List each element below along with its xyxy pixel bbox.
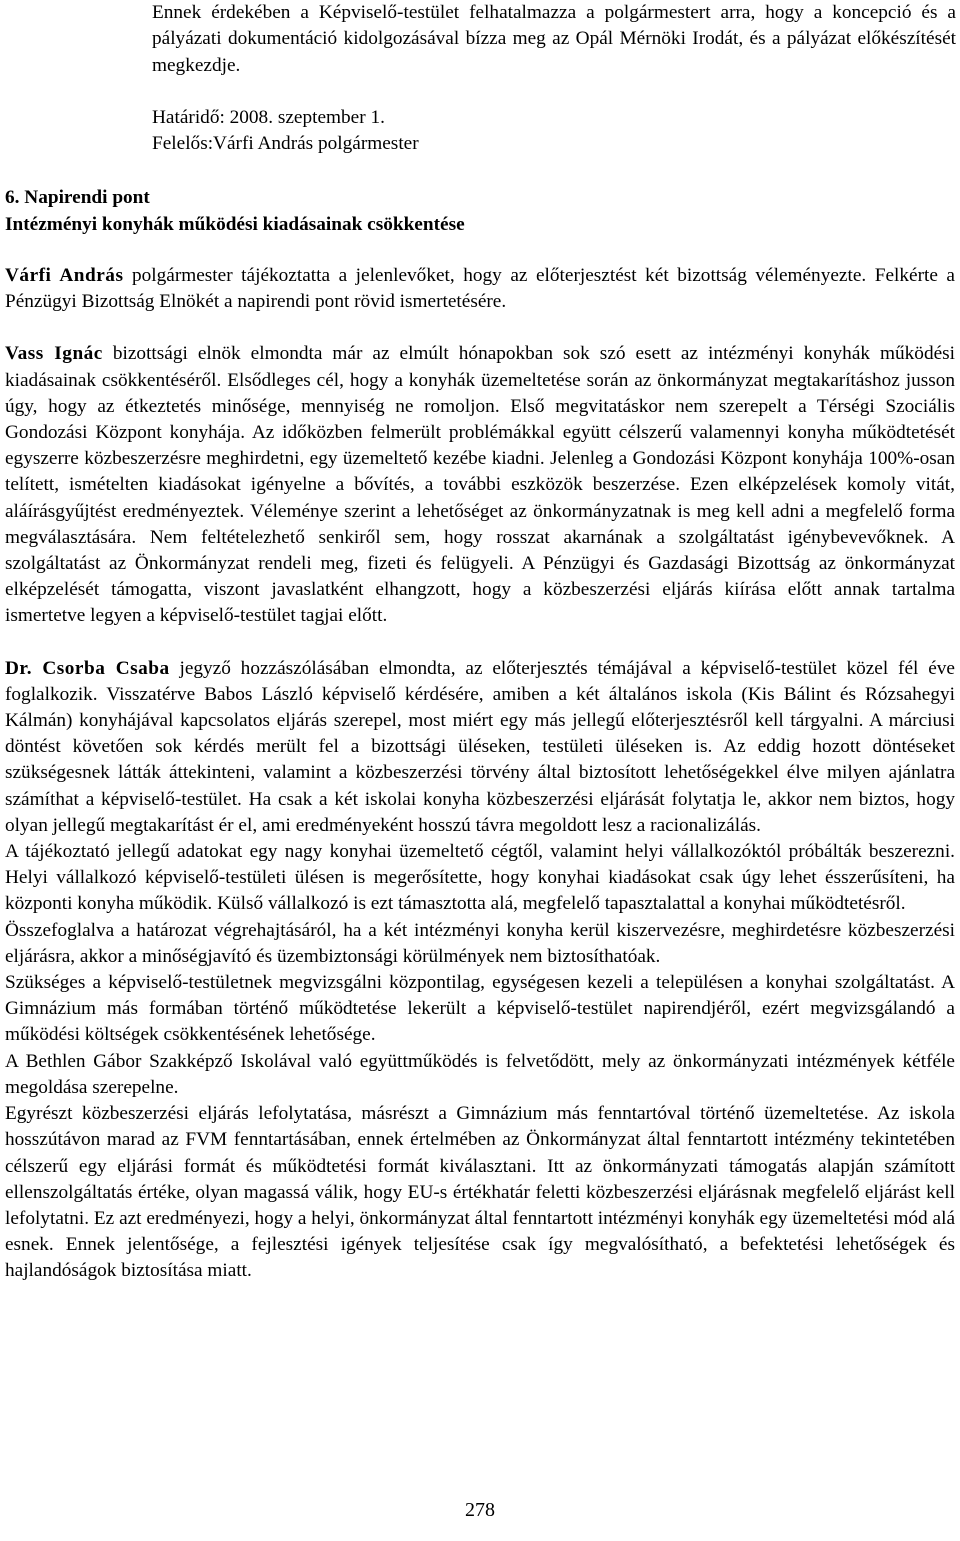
speaker-name: Várfi András <box>5 265 124 286</box>
paragraph-text: Összefoglalva a határozat végrehajtásáról, ha a két intézményi konyha kerül kiszervezésre, meghirdetésre közbeszerzési eljárásra, akkor a minőségjavító és üzembiztonsági körülmények nem biztosíthatóak. <box>5 919 955 967</box>
paragraph-text: A Bethlen Gábor Szakképző Iskolával való együttműködés is felvetődött, mely az önkormányzati intézmények kétféle megoldása szerepelne. <box>5 1050 955 1098</box>
page-number: 278 <box>465 1499 495 1521</box>
paragraph-egyreszt <box>5 1101 955 1284</box>
paragraph-bethlen <box>5 1049 955 1101</box>
paragraph-text: A tájékoztató jellegű adatokat egy nagy konyhai üzemeltető cégtől, valamint helyi vállalkozóktól próbálták beszerezni. Helyi vállalkozó képviselő-testületi ülésen is megerősítette, hogy konyhai kiadásokat csak úgy lehet ésszerűsíteni, ha központi konyha működik. Külső vállalkozó is ezt támasztotta alá, megfelelő tapasztalattal a konyhai működtetésről. <box>5 841 955 915</box>
paragraph-text: Szükséges a képviselő-testületnek megvizsgálni központilag, egységesen kezeli a településen a konyhai szolgáltatást. A Gimnázium más formában történő működtetése lekerült a képviselő-testület napirendjéről, ezért megvizsgálandó a működési költségek csökkentésének lehetősége. <box>5 972 955 1046</box>
paragraph-vass <box>5 341 955 629</box>
paragraph-text: bizottsági elnök elmondta már az elmúlt hónapokban sok szó esett az intézményi konyhák működési kiadásainak csökkentéséről. Elsődleges cél, hogy a konyhák üzemeltetése során az önkormányzat megtakarításhoz jusson úgy, hogy az étkeztetés minősége, mennyiség ne romoljon. Első megvitatáskor nem szerepelt a Térségi Szociális Gondozási Központ konyhája. Az időközben felmerült problémákkal együtt célszerű valamennyi konyha működtetését egyszerre közbeszerzésre meghirdetni, egy üzemeltető kezébe kiadni. Jelenleg a Gondozási Központ konyhája 100%-osan telített, ismételten kiadásokat igényelne a bővítés, a további eszközök beszerzése. Ezen elképzelések komoly vitát, aláírásgyűjtést eredményeztek. Véleménye szerint a lehetőséget az önkormányzatnak is meg kell adni a megfelelő forma megválasztására. Nem feltételezhető senkiről sem, hogy rosszat akarnának a szolgáltatást igénybevevőknek. A szolgáltatást az Önkormányzat rendeli meg, fizeti és felügyeli. A Pénzügyi és Gazdasági Bizottság az önkormányzat elképzelését támogatta, viszont javaslatként elhangzott, hogy a közbeszerzési eljárás kiírása előtt annak tartalma ismertetve legyen a képviselő-testület tagjai előtt. <box>5 343 956 627</box>
paragraph-text: Egyrészt közbeszerzési eljárás lefolytatása, másrészt a Gimnázium más fenntartóval történő üzemeltetése. Az iskola hosszútávon marad az FVM fenntartásában, ennek értelmében az Önkormányzat által fenntartott intézmény tekintetében célszerű egy eljárási formát és működtetési formát kiválasztani. Itt az önkormányzati támogatás alapján számított ellenszolgáltatás értéke, olyan magassá válik, hogy EU-s értékhatár feletti közbeszerzési eljárásnak megfelelő eljárást kell lefolytatni. Ez azt eredményezi, hogy a helyi, önkormányzat által fenntartott intézményi konyhák egy üzemeltetési mód alá esnek. Ennek jelentősége, a fejlesztési igények teljesítése csak így megvalósítható, a befektetési lehetőségek és hajlandóságok biztosítása miatt. <box>5 1103 955 1282</box>
deadline-line: Határidő: 2008. szeptember 1. <box>152 107 385 128</box>
speaker-name: Vass Ignác <box>5 343 103 365</box>
resolution-meta <box>152 105 956 158</box>
paragraph-text: jegyző hozzászólásában elmondta, az előterjesztés témájával a képviselő-testület közel fél éve foglalkozik. Visszatérve Babos László képviselő kérdésére, amiben a két általános iskola (Kis Bálint és Rózsahegyi Kálmán) konyhájával kapcsolatos eljárás szerepel, most miért egy más jellegű előterjesztésről kell tárgyalni. A márciusi döntést követően sok kérdés merült fel a bizottsági üléseken, testületi üléseken is. Az eddig hozott döntéseket szükségesnek látták áttekinteni, valamint a közbeszerzési törvény által biztosított lehetőségekkel élve milyen ajánlatra számíthat a képviselő-testület. Ha csak a két iskolai konyha közbeszerzési eljárását folytatja le, akkor nem biztos, hogy olyan jellegű megtakarítást ér el, ami eredményeként hosszú távra megoldott lesz a racionalizálás. <box>5 657 955 836</box>
intro-paragraph <box>152 0 956 79</box>
paragraph-varfi <box>5 263 955 315</box>
agenda-heading <box>5 184 955 238</box>
paragraph-text: polgármester tájékoztatta a jelenlevőket, hogy az előterjesztést két bizottság véleményezte. Felkérte a Pénzügyi Bizottság Elnökét a napirendi pont rövid ismertetésére. <box>5 265 955 313</box>
paragraph-szukseges <box>5 970 955 1049</box>
intro-text: Ennek érdekében a Képviselő-testület felhatalmazza a polgármestert arra, hogy a koncepció és a pályázati dokumentáció kidolgozásával bízza meg az Opál Mérnöki Irodát, és a pályázat előkészítését megkezdje. <box>152 2 956 76</box>
paragraph-csorba <box>5 656 955 839</box>
minutes-body <box>5 263 955 1285</box>
paragraph-osszefoglalva <box>5 918 955 970</box>
paragraph-tajekoztato <box>5 839 955 918</box>
agenda-title: Intézményi konyhák működési kiadásainak csökkentése <box>5 214 465 235</box>
responsible-line: Felelős:Várfi András polgármester <box>152 133 419 155</box>
agenda-number: 6. Napirendi pont <box>5 187 150 208</box>
speaker-name: Dr. Csorba Csaba <box>5 657 170 679</box>
